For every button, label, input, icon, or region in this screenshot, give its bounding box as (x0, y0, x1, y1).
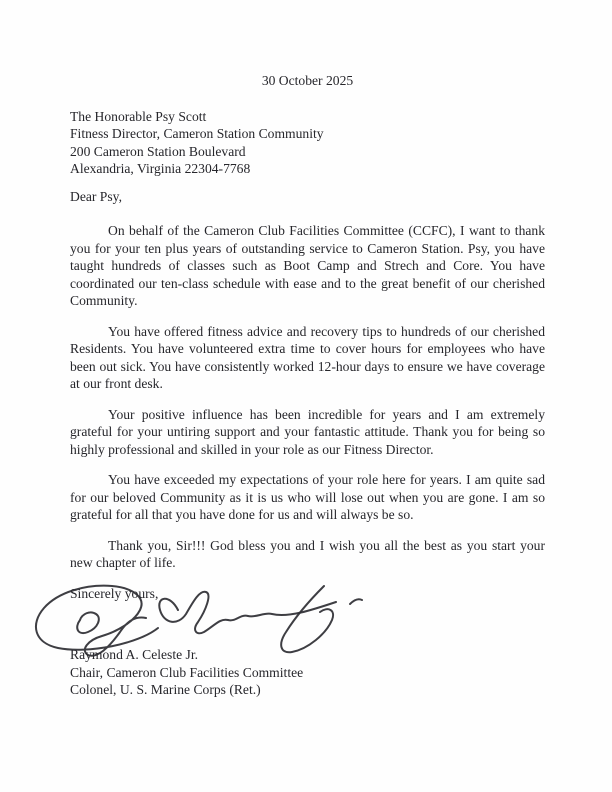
signer-title-chair: Chair, Cameron Club Facilities Committee (70, 664, 304, 680)
paragraph-5: Thank you, Sir!!! God bless you and I wish you all the best as you start your new chapter of life. (70, 537, 545, 570)
salutation: Dear Psy, (70, 188, 122, 204)
paragraph-2: You have offered fitness advice and recovery tips to hundreds of our cherished Residents. You have volunteered extra time to cover hours for employees who have been out sick. You have consistently worked 12-hour days to ensure we have coverage at our front desk. (70, 323, 545, 391)
recipient-address-street: 200 Cameron Station Boulevard (70, 143, 246, 159)
handwritten-signature (28, 576, 373, 661)
signer-title-colonel: Colonel, U. S. Marine Corps (Ret.) (70, 682, 261, 697)
paragraph-3: Your positive influence has been incredible for years and I am extremely grateful for your untiring support and your fantastic attitude. Thank you for being so highly professional and skilled in your role as our Fitness Director. (70, 406, 545, 457)
recipient-name: The Honorable Psy Scott (70, 108, 207, 124)
recipient-address-city: Alexandria, Virginia 22304-7768 (70, 161, 251, 176)
paragraph-4: You have exceeded my expectations of your role here for years. I am quite sad for our beloved Community as it is us who will lose out when you are gone. I am so grateful for all that you have done for us and will always be so. (70, 472, 545, 522)
letter-date: 30 October 2025 (261, 73, 354, 88)
signer-name: Raymond A. Celeste Jr. (70, 647, 198, 662)
recipient-block (70, 108, 545, 178)
paragraph-1: On behalf of the Cameron Club Facilities Committee (CCFC), I want to thank you for your ten plus years of outstanding service to Cameron Station. Psy, you have taught hundreds of classes such as Boot Camp and Strech and Core. You have coordinated our ten-class schedule with ease and to the great benefit of our cherished Community. (70, 223, 545, 308)
recipient-title: Fitness Director, Cameron Station Community (70, 126, 324, 141)
closing-phrase: Sincerely yours, (70, 585, 159, 601)
